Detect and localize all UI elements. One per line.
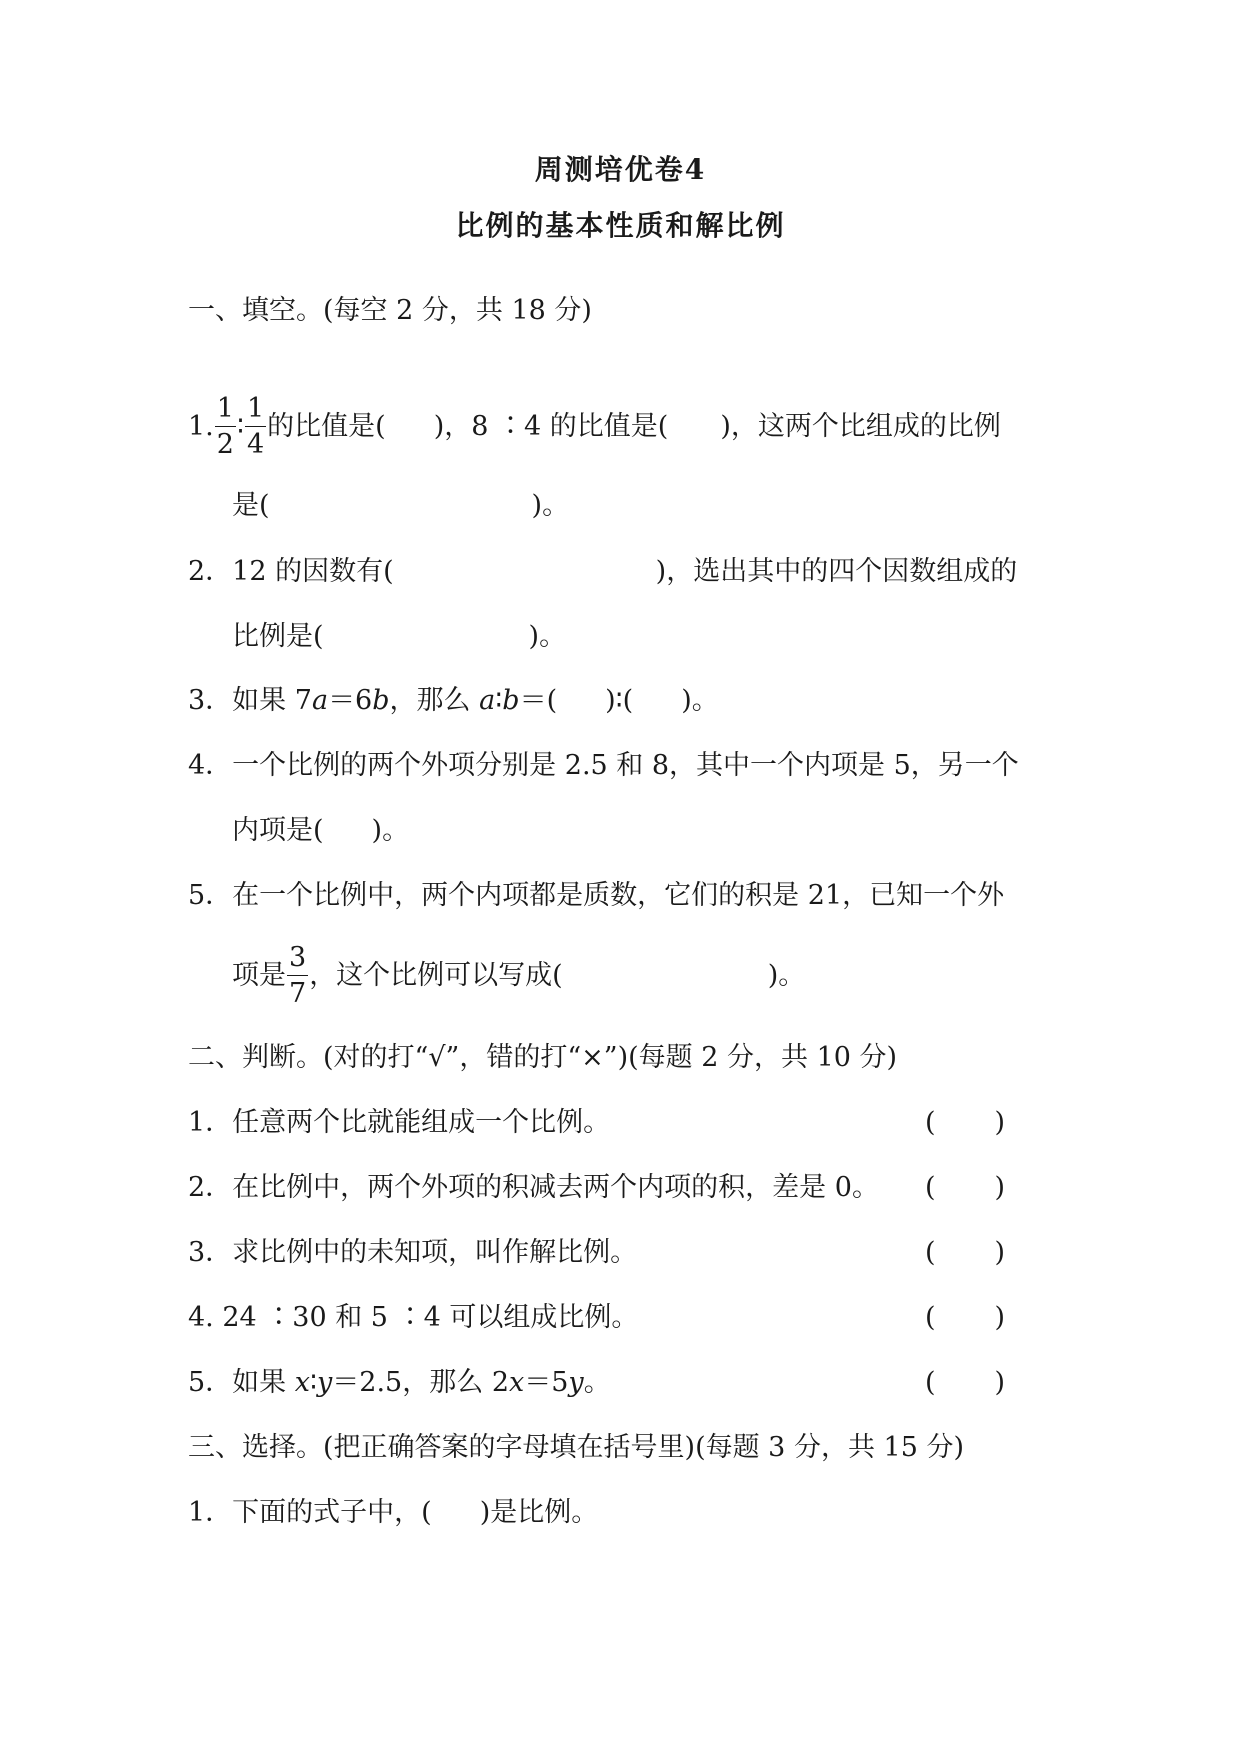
- question-1-1-line1: 1. $\frac{1}{2}$ ∶ $\frac{1}{4}$ 的比值是( )，8 ∶4 的比值是( )，这两个比组成的比例: [188, 393, 1001, 460]
- question-1-2-line1: 2．12 的因数有( )，选出其中的四个因数组成的: [188, 556, 1018, 587]
- fraction-one-half: $\frac{1}{2}$: [216, 393, 234, 460]
- page-title: 周测培优卷4: [534, 153, 707, 186]
- section3-heading: 三、选择。(把正确答案的字母填在括号里)(每题 3 分，共 15 分): [188, 1432, 964, 1463]
- question-1-4-line2: 内项是( )。: [232, 815, 410, 846]
- question-1-3: 3．如果 7a＝6b，那么 a∶b＝( )∶( )。: [188, 685, 719, 716]
- judge-item-5: 5．如果 x∶y＝2.5，那么 2x＝5y。: [188, 1367, 611, 1398]
- question-1-2-line2: 比例是( )。: [232, 621, 567, 652]
- fraction-one-quarter: $\frac{1}{4}$: [246, 393, 265, 460]
- worksheet-page: 周测培优卷4 比例的基本性质和解比例 一、填空。(每空 2 分，共 18 分) 1. $\frac{1}{2}$ ∶ $\frac{1}{4}$ 的比值是( )，8 ∶4 的比值是( )，这两个比组成的比例 是( )。 2．12 的因数有( )，选出其中的四个因数组成的 比例是( )。 3．如果 7a＝6b，那么 a∶b＝( )∶( )。 4．一个比例的两个外项分别是 2.5 和 8，其中一个内项是 5，另一个 内项是( )。 5．在一个比例中，两个内项都是质数，它们的积是 21，已知一个外 项是 $\frac{3}{7}$ ，这个比例可以写成( )。 二、判断。(对的打“√”，错的打“×”)(每题 2 分，共 10 分) 1．任意两个比就能组成一个比例。 ( ) 2．在比例中，两个外项的积减去两个内项的积，差是 0。 ( ) 3．求比例中的未知项，叫作解比例。 ( ) 4. 24 ∶30 和 5 ∶4 可以组成比例。 ( ) 5．如果 x∶y＝2.5，那么 2x＝5y。 ( ) 三、选择。(把正确答案的字母填在括号里)(每题 3 分，共 15 分) 1．下面的式子中，( )是比例。: [0, 0, 1241, 1755]
- judge-item-1: 1．任意两个比就能组成一个比例。: [188, 1107, 611, 1138]
- question-1-1-line2: 是( )。: [232, 490, 570, 521]
- choice-question-1: 1．下面的式子中，( )是比例。: [188, 1497, 599, 1528]
- judge-item-2: 2．在比例中，两个外项的积减去两个内项的积，差是 0。: [188, 1172, 879, 1203]
- question-1-4-line1: 4．一个比例的两个外项分别是 2.5 和 8，其中一个内项是 5，另一个: [188, 750, 1019, 781]
- question-1-5-line2: 项是 $\frac{3}{7}$ ，这个比例可以写成( )。: [232, 942, 806, 1009]
- page-subtitle: 比例的基本性质和解比例: [455, 209, 786, 242]
- fraction-three-sevenths: $\frac{3}{7}$: [289, 942, 307, 1009]
- judge-item-4: 4. 24 ∶30 和 5 ∶4 可以组成比例。: [188, 1302, 639, 1333]
- section1-heading: 一、填空。(每空 2 分，共 18 分): [188, 295, 592, 326]
- section2-heading: 二、判断。(对的打“√”，错的打“×”)(每题 2 分，共 10 分): [188, 1042, 898, 1073]
- question-1-5-line1: 5．在一个比例中，两个内项都是质数，它们的积是 21，已知一个外: [188, 880, 1005, 911]
- judge-item-3: 3．求比例中的未知项，叫作解比例。: [188, 1237, 638, 1268]
